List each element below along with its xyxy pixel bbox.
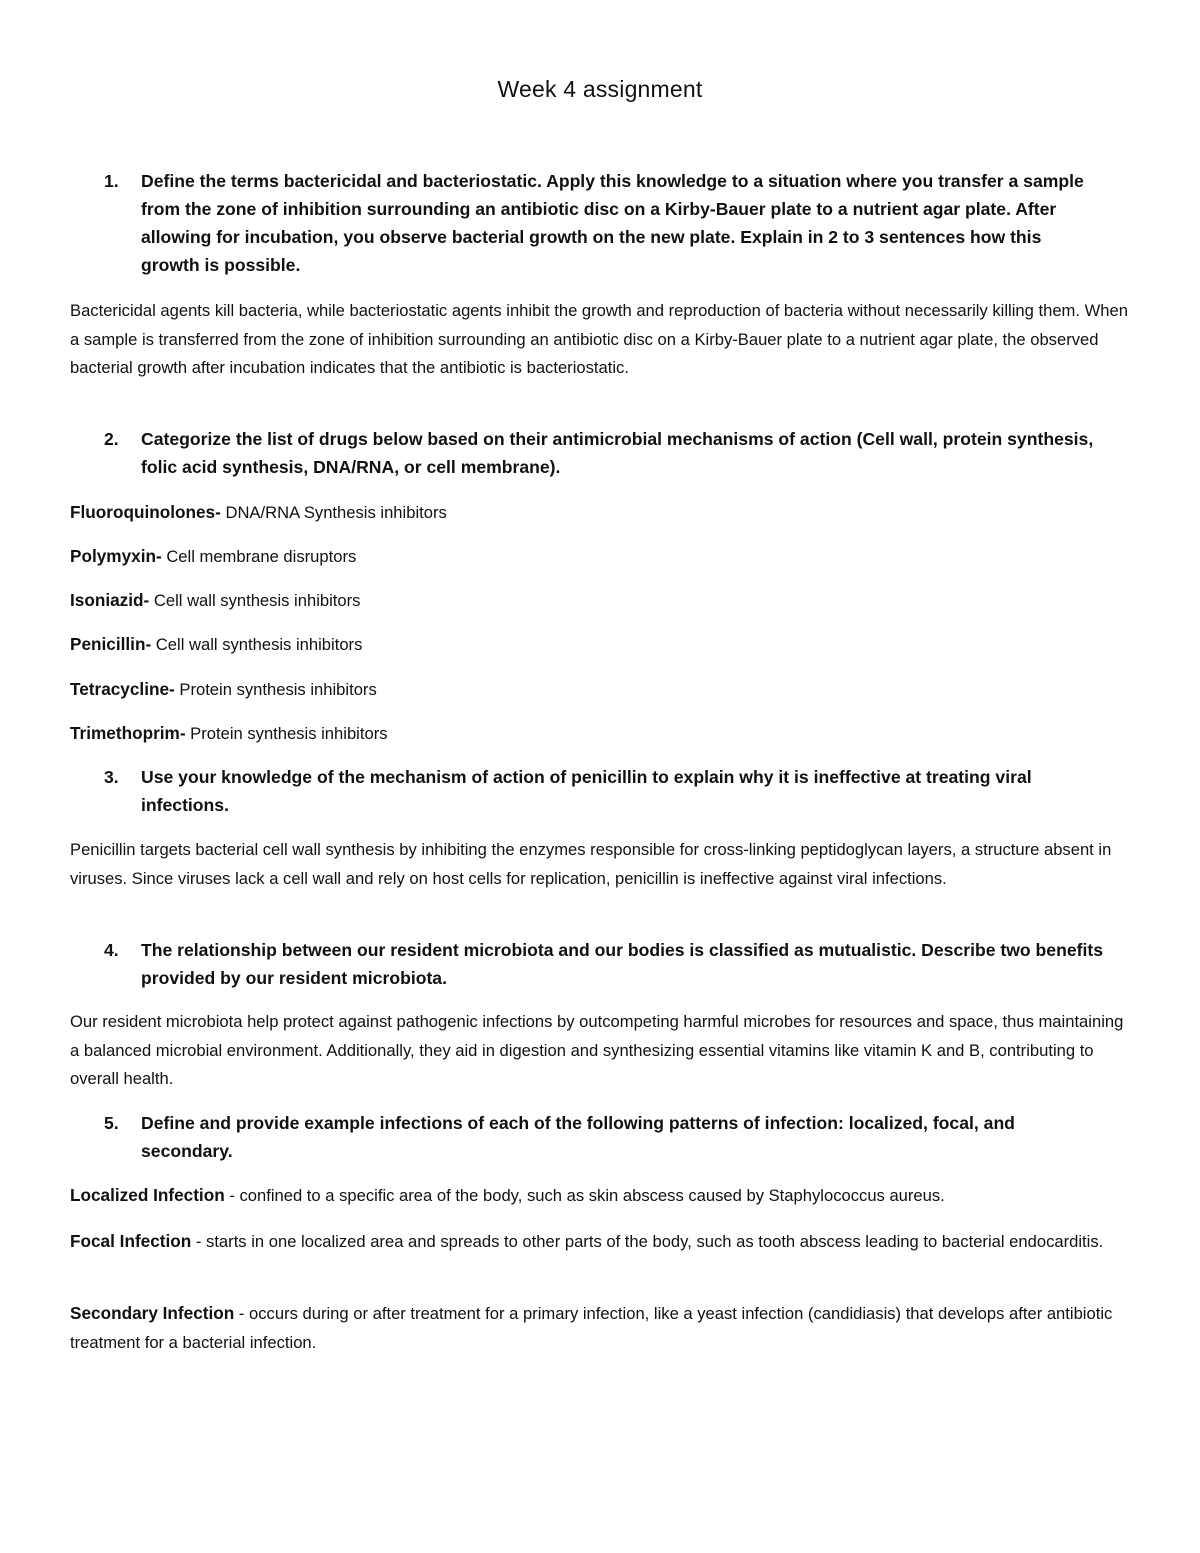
drug-item-tetracycline (70, 675, 1136, 705)
pattern-localized (70, 1181, 1136, 1211)
drug-mechanism: Protein synthesis inhibitors (174, 680, 377, 699)
drug-item-polymyxin (70, 542, 1136, 572)
question-number: 5. (104, 1113, 119, 1133)
drug-item-fluoroquinolones (70, 498, 1136, 528)
question-text: Categorize the list of drugs below based on their antimicrobial mechanisms of action (Cell wall, protein synthesis, folic acid synthesis, DNA/RNA, or cell membrane). (141, 429, 1094, 477)
pattern-name: Localized Infection (70, 1185, 225, 1205)
pattern-name: Focal Infection (70, 1231, 192, 1251)
drug-name: Tetracycline- (70, 679, 175, 699)
question-1 (104, 167, 1104, 279)
answer-4: Our resident microbiota help protect against pathogenic infections by outcompeting harmful microbes for resources and space, thus maintaining a balanced microbial environment. Additionally, they aid in digestion and synthesizing essential vitamins like vitamin K and B, contributing to overall health. (70, 1012, 1124, 1088)
drug-mechanism: Cell membrane disruptors (161, 547, 357, 566)
pattern-secondary (70, 1299, 1136, 1357)
drug-mechanism: DNA/RNA Synthesis inhibitors (220, 503, 447, 522)
pattern-description: - confined to a specific area of the body, such as skin abscess caused by Staphylococcus aureus. (224, 1186, 945, 1205)
drug-name: Trimethoprim- (70, 723, 186, 743)
drug-mechanism: Cell wall synthesis inhibitors (149, 591, 361, 610)
document-title: Week 4 assignment (497, 76, 703, 102)
answer-1: Bactericidal agents kill bacteria, while bacteriostatic agents inhibit the growth and reproduction of bacteria without necessarily killing them. When a sample is transferred from the zone of inhibition surrounding an antibiotic disc on a Kirby-Bauer plate to a nutrient agar plate, the observed bacterial growth after incubation indicates that the antibiotic is bacteriostatic. (70, 301, 1128, 377)
question-text: Define the terms bactericidal and bacteriostatic. Apply this knowledge to a situation where you transfer a sample from the zone of inhibition surrounding an antibiotic disc on a Kirby-Bauer plate to a nutrient agar plate. After allowing for incubation, you observe bacterial growth on the new plate. Explain in 2 to 3 sentences how this growth is possible. (141, 171, 1084, 275)
drug-item-isoniazid (70, 586, 1136, 616)
drug-name: Polymyxin- (70, 546, 162, 566)
question-4 (104, 936, 1104, 992)
drug-name: Penicillin- (70, 634, 152, 654)
question-2 (104, 425, 1104, 481)
pattern-description: - occurs during or after treatment for a primary infection, like a yeast infection (candidiasis) that develops after antibiotic treatment for a bacterial infection. (70, 1304, 1113, 1352)
pattern-focal (70, 1227, 1136, 1257)
pattern-description: - starts in one localized area and spreads to other parts of the body, such as tooth abscess leading to bacterial endocarditis. (191, 1232, 1104, 1251)
question-number: 1. (104, 171, 119, 191)
drug-mechanism: Protein synthesis inhibitors (185, 724, 388, 743)
pattern-name: Secondary Infection (70, 1303, 235, 1323)
question-number: 3. (104, 767, 119, 787)
question-number: 4. (104, 940, 119, 960)
question-text: Define and provide example infections of each of the following patterns of infection: localized, focal, and secondary. (141, 1113, 1015, 1161)
question-3 (104, 763, 1104, 819)
question-number: 2. (104, 429, 119, 449)
drug-name: Fluoroquinolones- (70, 502, 221, 522)
answer-3: Penicillin targets bacterial cell wall synthesis by inhibiting the enzymes responsible for cross-linking peptidoglycan layers, a structure absent in viruses. Since viruses lack a cell wall and rely on host cells for replication, penicillin is ineffective against viral infections. (70, 840, 1112, 888)
question-text: The relationship between our resident microbiota and our bodies is classified as mutualistic. Describe two benefits provided by our resident microbiota. (141, 940, 1104, 988)
drug-name: Isoniazid- (70, 590, 150, 610)
question-text: Use your knowledge of the mechanism of action of penicillin to explain why it is ineffective at treating viral infections. (141, 767, 1032, 815)
drug-item-penicillin (70, 630, 1136, 660)
drug-item-trimethoprim (70, 719, 1136, 749)
drug-mechanism: Cell wall synthesis inhibitors (151, 635, 363, 654)
question-5 (104, 1109, 1104, 1165)
